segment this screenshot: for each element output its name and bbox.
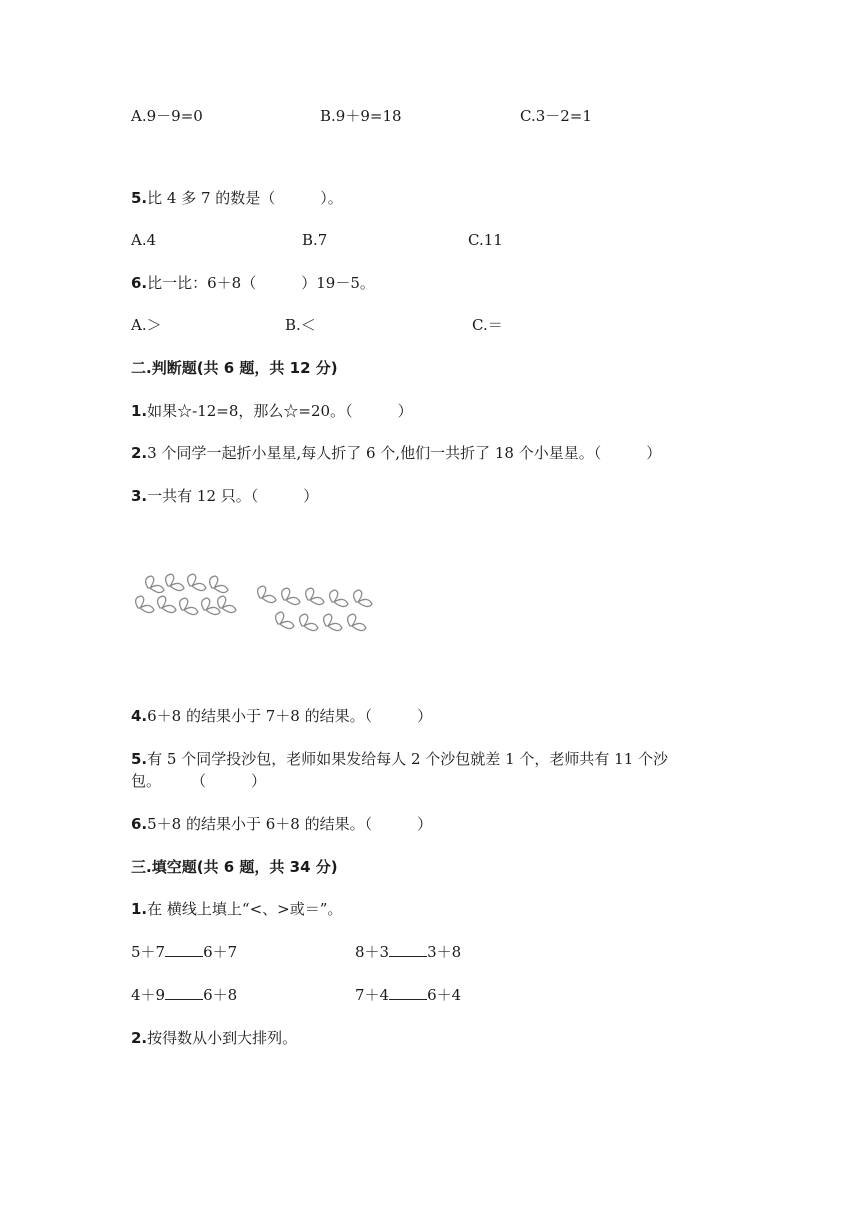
expression: 3＋8: [427, 943, 462, 961]
question-number: 5.: [131, 750, 148, 768]
q4-option-b[interactable]: B.9＋9=18: [320, 107, 402, 125]
question-5: [131, 188, 343, 208]
question-6: [131, 273, 375, 293]
judge-item-2: [131, 443, 661, 463]
section-3-heading: 三.填空题(共 6 题，共 34 分): [131, 858, 338, 876]
question-text: 一共有 12 只。（ ）: [147, 487, 319, 505]
expression: 5＋7: [131, 943, 166, 961]
question-number: 6.: [131, 274, 148, 292]
q5-option-c[interactable]: C.11: [468, 231, 503, 249]
question-text: 在 横线上填上“<、>或＝”。: [147, 900, 343, 918]
compare-row-1-right: [355, 942, 461, 962]
answer-blank[interactable]: [389, 985, 427, 1000]
answer-blank[interactable]: [165, 942, 203, 957]
expression: 6＋4: [427, 986, 462, 1004]
judge-item-5: [131, 749, 668, 769]
question-text: 如果☆-12=8，那么☆=20。（ ）: [147, 402, 413, 420]
question-number: 1.: [131, 402, 148, 420]
expression: 4＋9: [131, 986, 166, 1004]
question-number: 6.: [131, 815, 148, 833]
q5-option-a[interactable]: A.4: [131, 231, 157, 249]
compare-row-1-left: [131, 942, 237, 962]
judge-item-3: [131, 486, 318, 506]
question-text: 有 5 个同学投沙包，老师如果发给每人 2 个沙包就差 1 个，老师共有 11 个沙: [147, 750, 669, 768]
compare-row-2-right: [355, 985, 461, 1005]
q5-option-b[interactable]: B.7: [302, 231, 328, 249]
question-number: 3.: [131, 487, 148, 505]
question-number: 1.: [131, 900, 148, 918]
judge-item-5-continuation: 包。 （ ）: [131, 772, 267, 790]
question-number: 2.: [131, 1029, 148, 1047]
judge-item-1: [131, 401, 413, 421]
question-text: 6＋8 的结果小于 7＋8 的结果。（ ）: [147, 707, 433, 725]
question-text: 5＋8 的结果小于 6＋8 的结果。（ ）: [147, 815, 433, 833]
expression: 8＋3: [355, 943, 390, 961]
judge-item-6: [131, 814, 432, 834]
answer-blank[interactable]: [389, 942, 427, 957]
expression: 6＋8: [203, 986, 238, 1004]
q6-option-c[interactable]: C.＝: [472, 316, 503, 334]
q6-option-a[interactable]: A.＞: [131, 316, 162, 334]
answer-blank[interactable]: [165, 985, 203, 1000]
question-number: 5.: [131, 189, 148, 207]
fill-item-1: [131, 899, 342, 919]
question-text: 3 个同学一起折小星星,每人折了 6 个,他们一共折了 18 个小星星。（ ）: [147, 444, 662, 462]
q6-option-b[interactable]: B.＜: [285, 316, 316, 334]
expression: 6＋7: [203, 943, 238, 961]
bows-illustration: [128, 560, 398, 650]
question-number: 2.: [131, 444, 148, 462]
question-number: 4.: [131, 707, 148, 725]
judge-item-4: [131, 706, 432, 726]
q4-option-a[interactable]: A.9－9=0: [131, 107, 203, 125]
compare-row-2-left: [131, 985, 237, 1005]
bow-icon: [258, 586, 372, 631]
question-text: 比一比：6＋8（ ）19－5。: [147, 274, 375, 292]
expression: 7＋4: [355, 986, 390, 1004]
question-text: 按得数从小到大排列。: [147, 1029, 298, 1047]
fill-item-2: [131, 1028, 297, 1048]
q4-option-c[interactable]: C.3－2=1: [520, 107, 592, 125]
section-2-heading: 二.判断题(共 6 题，共 12 分): [131, 359, 338, 377]
question-text: 比 4 多 7 的数是（ ）。: [147, 189, 343, 207]
bow-icon: [136, 574, 236, 615]
